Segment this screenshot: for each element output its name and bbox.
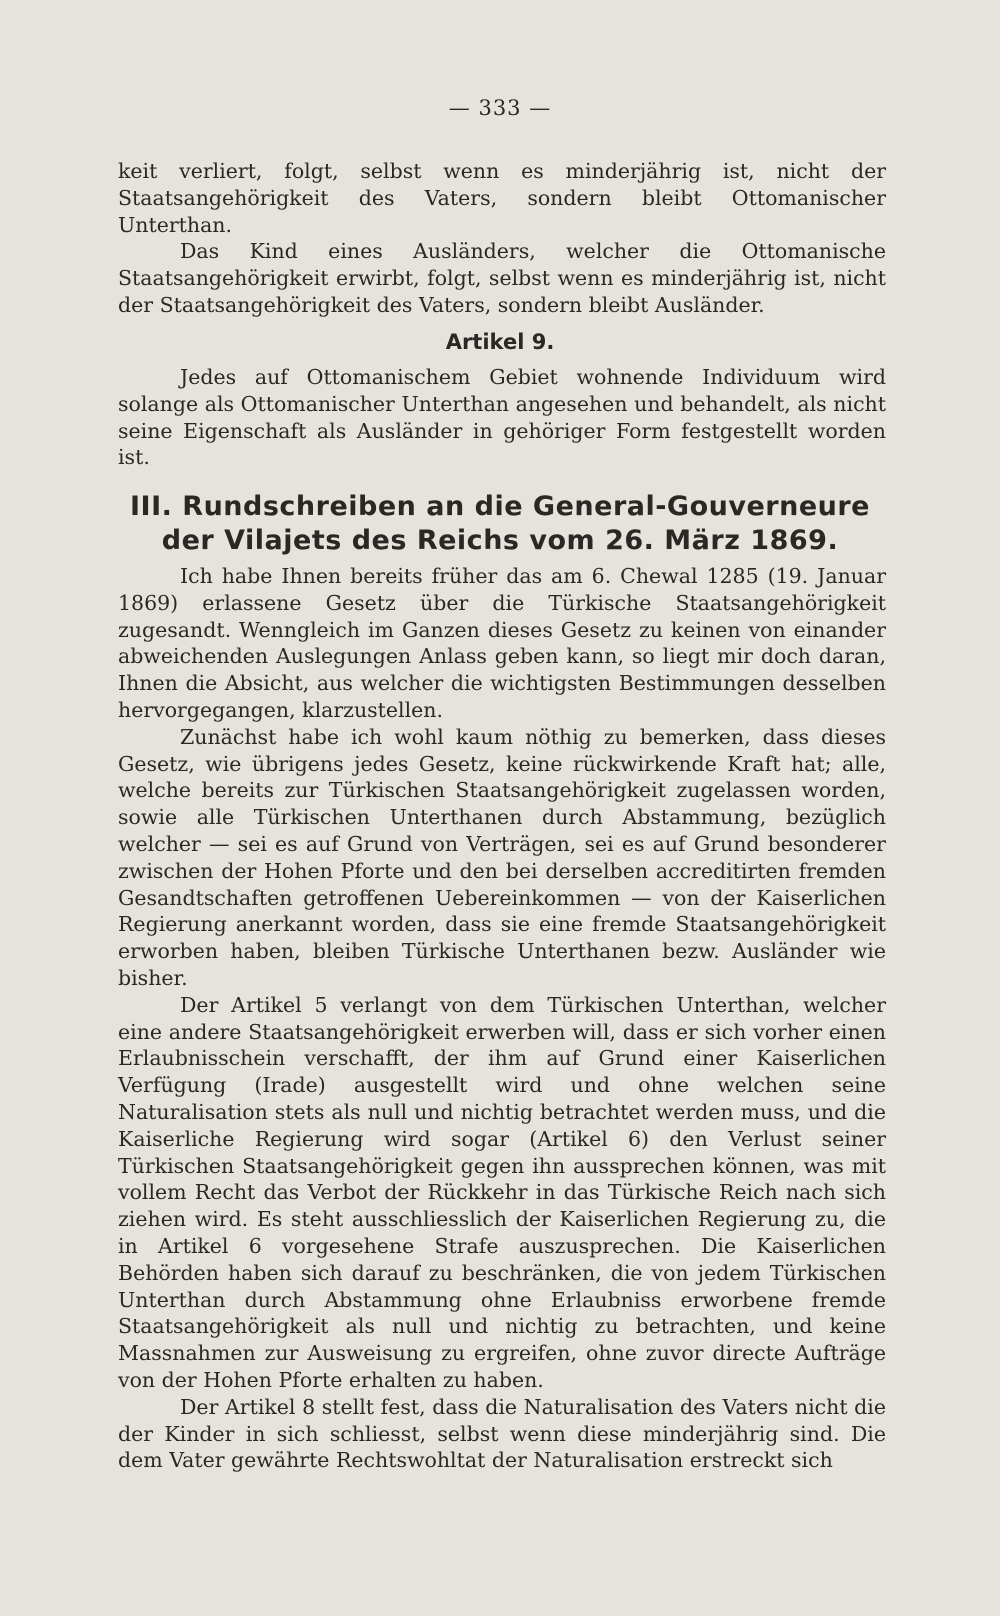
page-number: — 333 — bbox=[448, 96, 552, 120]
paragraph: Ich habe Ihnen bereits früher das am 6. Chewal 1285 (19. Januar 1869) erlassene Gesetz über die Türkische Staatsangehörigkeit zugesandt. Wenngleich im Ganzen dieses Gesetz zu keinen von einander abweichenden Auslegungen Anlass geben kann, so liegt mir doch daran, Ihnen die Absicht, aus welcher die wichtigsten Bestimmungen desselben hervorgegangen, klarzustellen. bbox=[118, 564, 886, 722]
artikel-text-block bbox=[118, 364, 886, 471]
paragraph: Der Artikel 5 verlangt von dem Türkischen Unterthan, welcher eine andere Staatsangehörigkeit erwerben will, dass er sich vorher einen Erlaubnisschein verschafft, der ihm auf Grund einer Kaiserlichen Verfügung (Irade) ausgestellt wird und ohne welchen seine Naturalisation stets als null und nichtig betrachtet werden muss, und die Kaiserliche Regierung wird sogar (Artikel 6) den Verlust seiner Türkischen Staatsangehörigkeit gegen ihn aussprechen können, was mit vollem Recht das Verbot der Rückkehr in das Türkische Reich nach sich ziehen wird. Es steht ausschliesslich der Kaiserlichen Regierung zu, die in Artikel 6 vorgesehene Strafe auszusprechen. Die Kaiserlichen Behörden haben sich darauf zu beschränken, die von jedem Türkischen Unterthan durch Abstammung ohne Erlaubniss erworbene fremde Staatsangehörigkeit als null und nichtig zu betrachten, und keine Massnahmen zur Ausweisung zu ergreifen, ohne zuvor directe Aufträge von der Hohen Pforte erhalten zu haben. bbox=[118, 992, 886, 1392]
paragraph: Das Kind eines Ausländers, welcher die Ottomanische Staatsangehörigkeit erwirbt, folgt, selbst wenn es minderjährig ist, nicht der Staatsangehörigkeit des Vaters, sondern bleibt Ausländer. bbox=[118, 239, 886, 317]
section-heading: III. Rundschreiben an die General-Gouverneure der Vilajets des Reichs vom 26. März 1869. bbox=[130, 491, 870, 556]
paragraph: Jedes auf Ottomanischem Gebiet wohnende Individuum wird solange als Ottomanischer Unterthan angesehen und behandelt, als nicht seine Eigenschaft als Ausländer in gehöriger Form festgestellt worden ist. bbox=[118, 365, 886, 470]
paragraph: Zunächst habe ich wohl kaum nöthig zu bemerken, dass dieses Gesetz, wie übrigens jedes Gesetz, keine rückwirkende Kraft hat; alle, welche bereits zur Türkischen Staatsangehörigkeit zugelassen worden, sowie alle Türkischen Unterthanen durch Abstammung, bezüglich welcher — sei es auf Grund von Verträgen, sei es auf Grund besonderer zwischen der Hohen Pforte und den bei derselben accreditirten fremden Gesandtschaften getroffenen Uebereinkommen — von der Kaiserlichen Regierung anerkannt worden, dass sie eine fremde Staatsangehörigkeit erworben haben, bleiben Türkische Unterthanen bezw. Ausländer wie bisher. bbox=[118, 724, 886, 990]
paragraph: Der Artikel 8 stellt fest, dass die Naturalisation des Vaters nicht die der Kinder in sich schliesst, selbst wenn diese minderjährig sind. Die dem Vater gewährte Rechtswohltat der Naturalisation erstreckt sich bbox=[118, 1394, 886, 1473]
paragraph: keit verliert, folgt, selbst wenn es minderjährig ist, nicht der Staatsangehörigkeit des Vaters, sondern bleibt Ottomanischer Unterthan. bbox=[118, 159, 886, 237]
artikel-heading: Artikel 9. bbox=[445, 330, 555, 354]
main-text-block bbox=[118, 563, 886, 1474]
top-text-block bbox=[118, 158, 886, 319]
